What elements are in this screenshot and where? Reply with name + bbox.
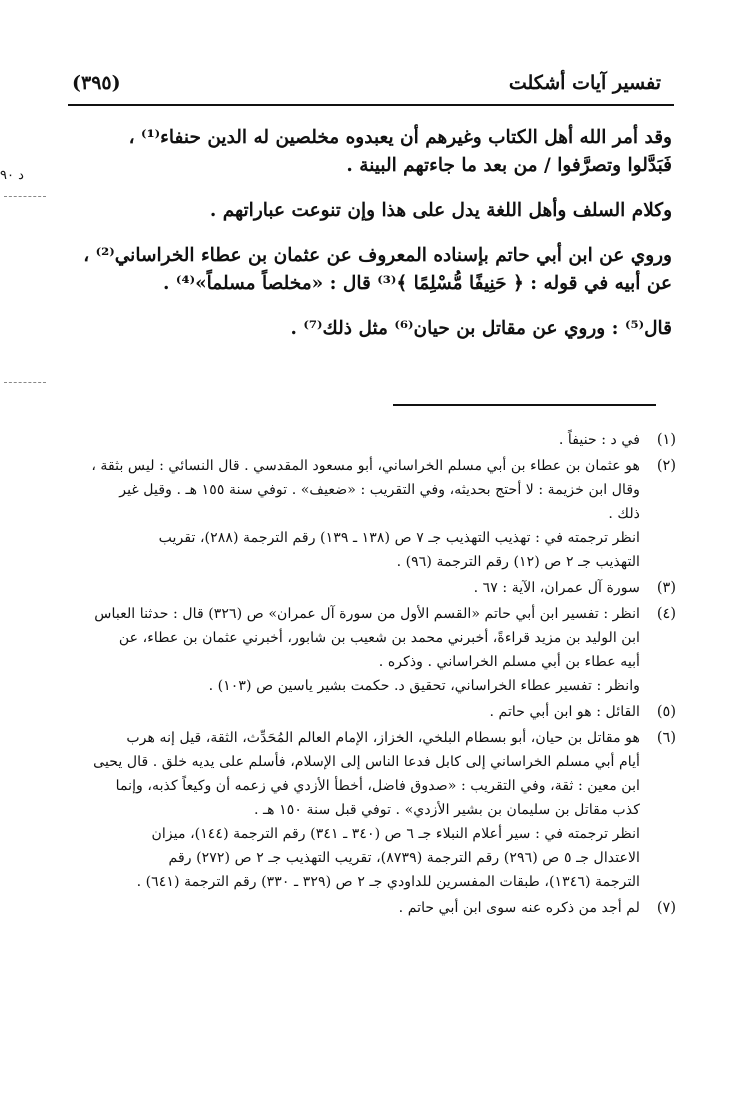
text-line: وروي عن ابن أبي حاتم بإسناده المعروف عن عثمان بن عطاء الخراساني⁽²⁾ ، (83, 245, 672, 266)
footnote-line: انظر : تفسير ابن أبي حاتم «القسم الأول من سورة آل عمران» ص (٣٢٦) قال : حدثنا العباس (94, 606, 640, 622)
footnote-number: (٢) (656, 458, 676, 474)
footnote-number: (٥) (656, 704, 676, 720)
footnote-line: انظر ترجمته في : تهذيب التهذيب جـ ٧ ص (١٣٨ ـ ١٣٩) رقم الترجمة (٢٨٨)، تقريب (158, 530, 640, 546)
footnote-number: (٧) (656, 900, 676, 916)
footnote-number: (٤) (656, 606, 676, 622)
margin-dash (4, 382, 46, 383)
footnote-line: في د : حنيفاً . (558, 432, 640, 448)
footnote-number: (١) (656, 432, 676, 448)
footnote-line: هو مقاتل بن حيان، أبو بسطام البلخي، الخزاز، الإمام العالم المُحَدِّث، الثقة، قيل إنه هرب (126, 730, 640, 746)
footnote-separator (393, 404, 656, 406)
text-line: وقد أمر الله أهل الكتاب وغيرهم أن يعبدوه مخلصين له الدين حنفاء⁽¹⁾ ، (128, 127, 672, 148)
footnote-line: أيام أبي مسلم الخراساني إلى كابل فدعا الناس إلى الإسلام، فأسلم على يديه خلق . قال يحيى (93, 754, 640, 770)
footnote-line: التهذيب جـ ٢ ص (١٢) رقم الترجمة (٩٦) . (396, 554, 640, 570)
main-text (78, 124, 672, 343)
footnote-line: وقال ابن خزيمة : لا أحتج بحديثه، وفي التقريب : «ضعيف» . توفي سنة ١٥٥ هـ . وقيل غير (119, 482, 640, 498)
text-line: فَبَدَّلوا وتصرَّفوا / من بعد ما جاءتهم البينة . (346, 155, 672, 176)
footnote-line: ابن معين : ثقة، وفي التقريب : «صدوق فاضل، أخطأ الأزدي في زعمه أن وكيعاً كذبه، وإنما (115, 778, 640, 794)
footnote-line: هو عثمان بن عطاء بن أبي مسلم الخراساني، أبو مسعود المقدسي . قال النسائي : ليس بثقة ، (91, 458, 640, 474)
margin-manuscript-ref: د ٩٠ (0, 168, 24, 183)
text-line: وكلام السلف وأهل اللغة يدل على هذا وإن تنوعت عباراتهم . (209, 200, 672, 221)
footnote (64, 428, 676, 452)
footnote-line: انظر ترجمته في : سير أعلام النبلاء جـ ٦ ص (٣٤٠ ـ ٣٤١) رقم الترجمة (١٤٤)، ميزان (151, 826, 640, 842)
footnote-line: كذب مقاتل بن سليمان بن بشير الأزدي» . توفي قبل سنة ١٥٠ هـ . (254, 802, 640, 818)
footnote-line: ذلك . (608, 506, 640, 522)
footnote-number: (٦) (656, 730, 676, 746)
footnotes (64, 428, 676, 922)
paragraph-gap (78, 180, 672, 197)
margin-dash (4, 196, 46, 197)
text-line: عن أبيه في قوله : ﴿ حَنِيفًا مُّسْلِمًا ﴾⁽³⁾ قال : «مخلصاً مسلماً»⁽⁴⁾ . (163, 273, 672, 294)
page-number: (٣٩٥) (72, 72, 121, 94)
footnote (64, 896, 676, 920)
footnote (64, 576, 676, 600)
footnote-line: ابن الوليد بن مزيد قراءةً، أخبرني محمد بن شعيب بن شابور، أخبرني عثمان بن عطاء، عن (118, 630, 640, 646)
footnote-number: (٣) (656, 580, 676, 596)
footnote (64, 700, 676, 724)
text-line: قال⁽⁵⁾ : وروي عن مقاتل بن حيان⁽⁶⁾ مثل ذلك⁽⁷⁾ . (290, 318, 672, 339)
footnote-line: القائل : هو ابن أبي حاتم . (489, 704, 640, 720)
footnote (64, 726, 676, 894)
footnote-line: لم أجد من ذكره عنه سوى ابن أبي حاتم . (398, 900, 640, 916)
footnote (64, 454, 676, 574)
footnote-line: وانظر : تفسير عطاء الخراساني، تحقيق د. حكمت بشير ياسين ص (١٠٣) . (208, 678, 640, 694)
footnote-line: أبيه عطاء بن أبي مسلم الخراساني . وذكره . (378, 654, 640, 670)
running-title: تفسير آيات أشكلت (508, 72, 661, 94)
footnote-line: سورة آل عمران، الآية : ٦٧ . (473, 580, 640, 596)
paragraph-gap (78, 225, 672, 242)
footnote-line: الاعتدال جـ ٥ ص (٢٩٦) رقم الترجمة (٨٧٣٩)، تقريب التهذيب جـ ٢ ص (٢٧٢) رقم (168, 850, 640, 866)
footnote-line: الترجمة (١٣٤٦)، طبقات المفسرين للداودي جـ ٢ ص (٣٢٩ ـ ٣٣٠) رقم الترجمة (٦٤١) . (136, 874, 640, 890)
footnote (64, 602, 676, 698)
paragraph-gap (78, 298, 672, 315)
header-rule (68, 104, 674, 106)
